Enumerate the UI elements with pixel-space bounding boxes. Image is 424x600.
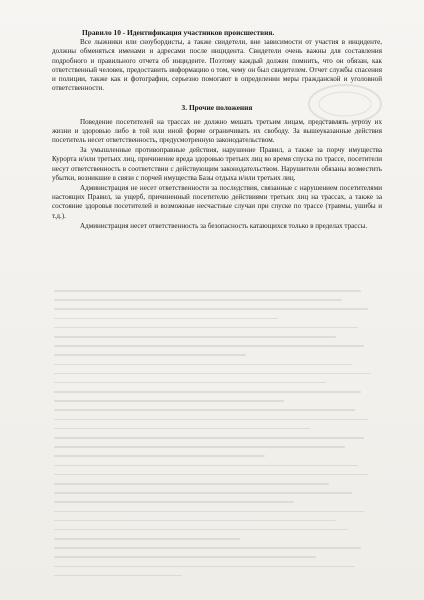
section3-paragraph-4: Администрация несет ответственность за безопасность катающихся только в пределах трассы. — [80, 221, 368, 230]
section3-paragraph-3: Администрация не несет ответственности за последствия, связанные с нарушением посетителями настоящих Правил, за ущерб, причиненный посетителю действиями третьих лиц на трассах, а также за состояние здоровья посетителей и возможные несчастные случаи при спуске по трассе (травмы, ушибы и т.д.). — [52, 184, 382, 220]
rule10-paragraph: Все лыжники или сноубордисты, а также свидетели, вне зависимости от участия в инциденте, должны обменяться именами и адресами после инцидента. Свидетели очень важны для составления подробного и правильного отчета об инциденте. Поэтому каждый должен помнить, что он обязан, как ответственный человек, предоставить информацию о том, чему он был свидетелем. Отчет службы спасения и полиции, также как и фотографии, серьезно помогают в определении меры гражданской и уголовной ответственности. — [52, 38, 382, 93]
section3-paragraph-1: Поведение посетителей на трассах не должно мешать третьим лицам, представлять угрозу их жизни и здоровью либо в той или иной форме ограничивать их свободу. За вышеуказанные действия посетитель несет ответственность, предусмотренную законодательством. — [52, 117, 382, 145]
reverse-side-bleed-through — [54, 290, 374, 584]
document-body — [52, 28, 382, 232]
rule10-heading: Правило 10 - Идентификация участников происшествия. — [82, 28, 275, 37]
section3-heading: 3. Прочие положения — [181, 103, 253, 113]
section3-paragraph-2: За умышленные противоправные действия, нарушение Правил, а также за порчу имущества Курорта и/или третьих лиц, причинение вреда здоровью третьих лиц во время спуска по трассе, посетители несут ответственность в соответствии с действующим законодательством. Нарушители обязаны возместить убытки, возникшие в связи с порчей имущества Базы отдыха и/или третьих лиц. — [52, 146, 382, 182]
